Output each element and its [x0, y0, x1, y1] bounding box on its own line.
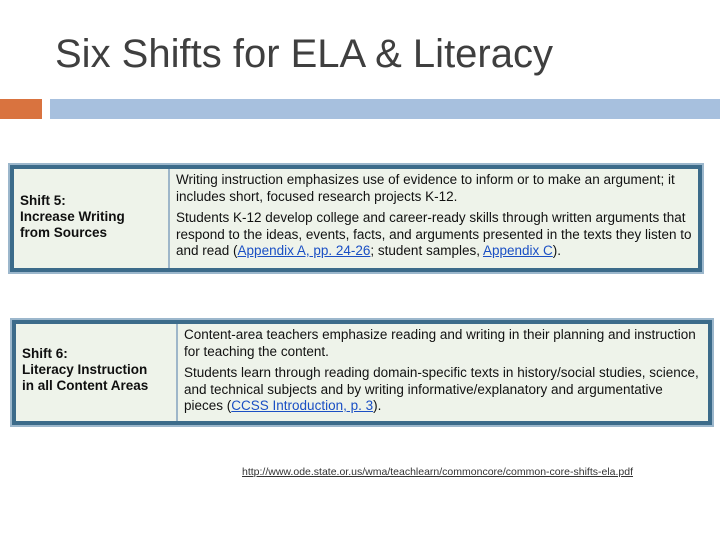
shift-5-box — [10, 165, 702, 272]
accent-bar-blue — [50, 99, 720, 119]
appendix-c-link[interactable]: Appendix C — [482, 243, 553, 258]
shift-5-title-line1: Increase Writing — [20, 209, 125, 224]
shift-5-number: Shift 5: — [20, 193, 66, 208]
slide-title: Six Shifts for ELA & Literacy — [55, 32, 553, 76]
shift-5-paragraph-2 — [176, 210, 692, 260]
shift-6-paragraph-1: Content-area teachers emphasize reading and writing in their planning and instruction for teaching the content. — [184, 327, 696, 359]
shift-5-title-line2: from Sources — [20, 225, 108, 240]
shift-5-description — [170, 169, 698, 268]
shift-6-number: Shift 6: — [22, 346, 68, 361]
shift-6-para2-end: ). — [373, 398, 382, 413]
shift-6-title-line1: Literacy Instruction — [22, 362, 148, 377]
shift-6-description — [178, 324, 708, 421]
shift-5-para2-end: ). — [552, 243, 562, 258]
shift-5-para2-mid: ; student samples, — [370, 243, 483, 258]
shift-5-paragraph-1: Writing instruction emphasizes use of evidence to inform or to make an argument; it includes short, focused research projects K-12. — [176, 172, 675, 204]
shift-6-title-line2: in all Content Areas — [22, 378, 149, 393]
shift-6-paragraph-2 — [184, 365, 702, 415]
shift-5-label — [14, 169, 170, 268]
accent-bar-orange — [0, 99, 42, 119]
shift-6-label — [16, 324, 178, 421]
source-url-link[interactable]: http://www.ode.state.or.us/wma/teachlearn/commoncore/common-core-shifts-ela.pdf — [242, 466, 634, 478]
shift-6-box — [12, 320, 712, 425]
shift-6-para2-text: Students learn through reading domain-specific texts in history/social studies, science, and technical subjects and by writing informative/explanatory and argumentative pieces ( — [184, 365, 699, 413]
appendix-a-link[interactable]: Appendix A, pp. 24-26 — [237, 243, 371, 258]
shift-5-para2-text: Students K-12 develop college and career-ready skills through written arguments that respond to the ideas, events, facts, and arguments presented in the texts they listen to and read ( — [176, 210, 692, 258]
ccss-introduction-link[interactable]: CCSS Introduction, p. 3 — [231, 398, 374, 413]
